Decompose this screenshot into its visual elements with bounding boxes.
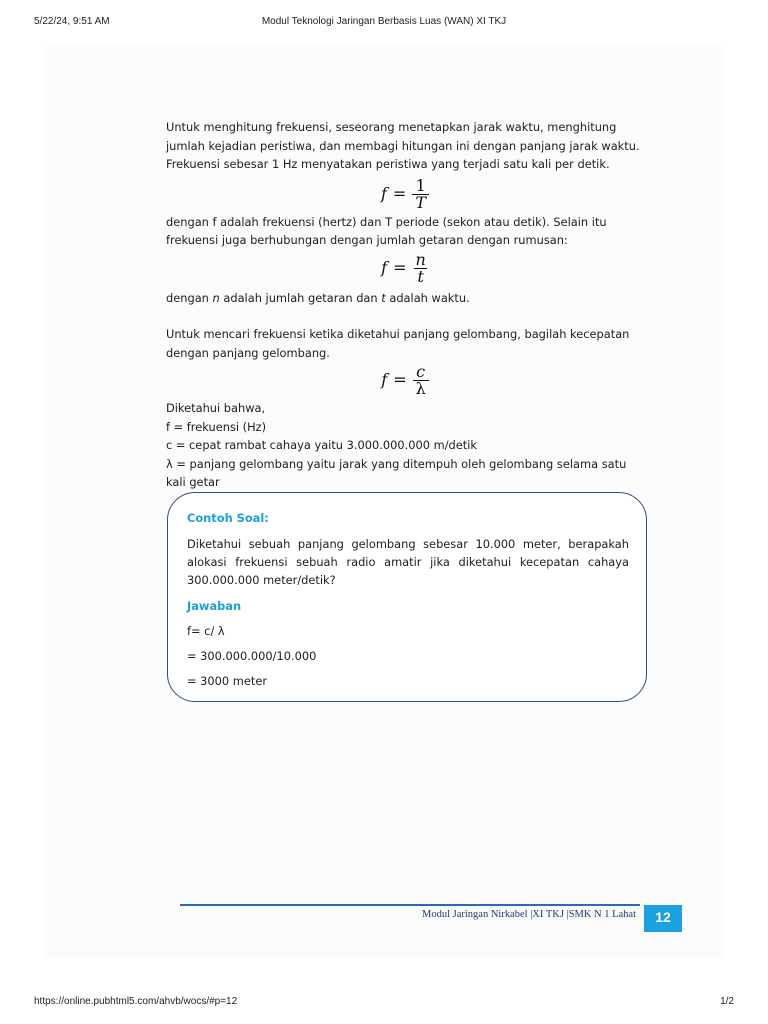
fraction-denominator: T xyxy=(412,194,429,211)
answer-step-1: f= c/ λ xyxy=(187,624,225,638)
formula-n-over-t xyxy=(166,249,644,286)
fraction-numerator: n xyxy=(415,249,426,269)
footer-rule xyxy=(180,904,640,906)
formula-lhs: f xyxy=(381,257,388,277)
formula-fraction xyxy=(412,175,429,212)
fraction-denominator: t xyxy=(414,268,426,285)
print-doc-title: Modul Teknologi Jaringan Berbasis Luas (WAN) XI TKJ xyxy=(261,16,507,27)
print-url[interactable]: https://online.pubhtml5.com/ahvb/wocs/#p=12 xyxy=(34,996,238,1007)
example-heading: Contoh Soal: xyxy=(187,511,269,525)
answer-step-2: = 300.000.000/10.000 xyxy=(187,649,317,663)
text-fragment: adalah jumlah getaran dan xyxy=(219,290,382,305)
formula-equals: = xyxy=(392,183,407,203)
text-fragment: dengan xyxy=(166,290,213,305)
example-question: Diketahui sebuah panjang gelombang sebesar 10.000 meter, berapakah alokasi frekuensi sebuah radio amatir jika diketahui kecepatan cahaya 300.000.000 meter/detik? xyxy=(187,537,629,587)
example-inner xyxy=(187,509,629,690)
variable-t: t xyxy=(381,290,386,305)
page-number-badge: 12 xyxy=(644,905,682,932)
fraction-numerator: 1 xyxy=(415,175,426,195)
known-f: f = frekuensi (Hz) xyxy=(166,419,267,434)
paragraph-frequency-intro: Untuk menghitung frekuensi, seseorang menetapkan jarak waktu, menghitung jumlah kejadian peristiwa, dan membagi hitungan ini dengan panjang jarak waktu. Frekuensi sebesar 1 Hz menyatakan peristiwa yang terjadi satu kali per detik. xyxy=(166,120,640,171)
answer-heading: Jawaban xyxy=(187,599,242,613)
example-box xyxy=(167,492,647,702)
formula-f-over-T xyxy=(166,175,644,212)
paragraph-wavelength: Untuk mencari frekuensi ketika diketahui panjang gelombang, bagilah kecepatan dengan panjang gelombang. xyxy=(166,327,630,360)
known-c: c = cepat rambat cahaya yaitu 3.000.000.000 m/detik xyxy=(166,438,478,452)
text-fragment: adalah waktu. xyxy=(385,290,470,305)
formula-lhs: f xyxy=(381,370,388,390)
formula-equals: = xyxy=(393,370,407,390)
answer-step-3: = 3000 meter xyxy=(187,674,268,688)
paragraph-n-and-t xyxy=(166,289,644,308)
print-datetime: 5/22/24, 9:51 AM xyxy=(34,16,110,27)
formula-fraction xyxy=(413,364,429,397)
variable-n: n xyxy=(212,290,220,305)
formula-c-over-lambda xyxy=(166,364,644,397)
formula-lhs: f xyxy=(381,183,387,203)
formula-equals: = xyxy=(393,257,407,277)
fraction-numerator: c xyxy=(416,362,426,381)
fraction-denominator: λ xyxy=(413,380,429,397)
footer-module-text: Modul Jaringan Nirkabel |XI TKJ |SMK N 1 Lahat xyxy=(422,909,636,920)
paragraph-frequency-definition: dengan f adalah frekuensi (hertz) dan T periode (sekon atau detik). Selain itu frekuensi juga berhubungan dengan jumlah getaran dengan rumusan: xyxy=(166,214,607,247)
print-page-count: 1/2 xyxy=(720,996,734,1007)
known-heading: Diketahui bahwa, xyxy=(166,401,266,415)
formula-fraction xyxy=(413,249,429,286)
known-lambda: λ = panjang gelombang yaitu jarak yang ditempuh oleh gelombang selama satu kali getar xyxy=(166,456,627,489)
page-content xyxy=(166,118,644,492)
